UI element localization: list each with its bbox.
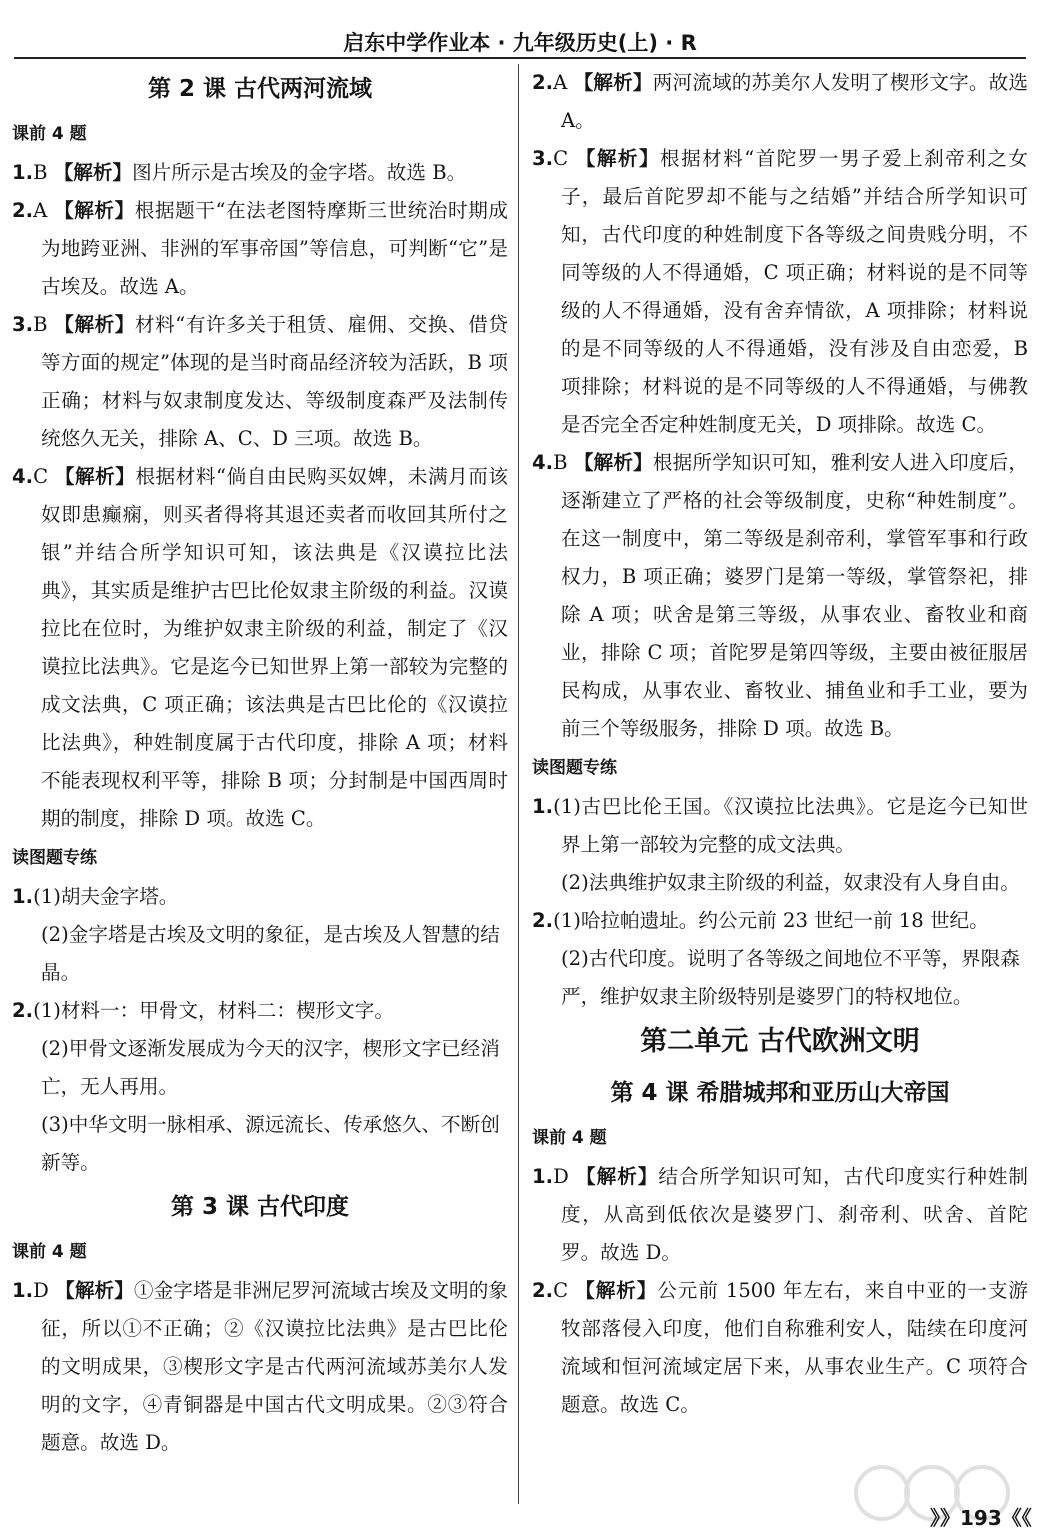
answer-item: 1.D 【解析】①金字塔是非洲尼罗河流域古埃及文明的象征，所以①不正确；②《汉谟拉比法典》是古巴比伦的文明成果，③楔形文字是古代两河流域苏美尔人发明的文字，④青铜器是中国古代文明成果。②③符合题意。故选 D。 [12, 1279, 509, 1454]
running-header: 启东中学作业本 · 九年级历史(上) · R [343, 31, 697, 55]
answer-item: 2.A 【解析】根据题干“在法老图特摩斯三世统治时期成为地跨亚洲、非洲的军事帝国”等信息，可判断“它”是古埃及。故选 A。 [12, 199, 509, 298]
right-column [532, 64, 1028, 1424]
pre-class-heading: 课前 4 题 [12, 124, 87, 144]
answer-item: 1.B 【解析】图片所示是古埃及的金字塔。故选 B。 [12, 161, 467, 184]
reading-answer-line: (2)甲骨文逐渐发展成为今天的汉字，楔形文字已经消亡，无人再用。 [41, 1037, 500, 1098]
answer-item: 3.C 【解析】根据材料“首陀罗一男子爱上刹帝利之女子，最后首陀罗却不能与之结婚”并结合所学知识可知，古代印度的种姓制度下各等级之间贵贱分明，不同等级的人不得通婚，C 项正确；材料说的是不同等级的人不得通婚，没有舍弃情欲，A 项排除；材料说的是不同等级的人不得通婚，没有涉及自由恋爱，B 项排除；材料说的是不同等级的人不得通婚，与佛教是否完全否定种姓制度无关，D 项排除。故选 C。 [532, 147, 1028, 436]
page-number: 》》193《《 [930, 1506, 1032, 1530]
answer-item: 2.A 【解析】两河流域的苏美尔人发明了楔形文字。故选 A。 [532, 71, 1029, 132]
pre-class-heading: 课前 4 题 [12, 1242, 87, 1262]
lesson-2-title: 第 2 课 古代两河流域 [147, 76, 373, 102]
lesson-4-title: 第 4 课 希腊城邦和亚历山大帝国 [610, 1080, 950, 1106]
column-divider [518, 64, 519, 1504]
reading-answer-line: (2)古代印度。说明了各等级之间地位不平等，界限森严，维护奴隶主阶级特别是婆罗门的特权地位。 [561, 947, 1020, 1008]
answer-item: 4.C 【解析】根据材料“倘自由民购买奴婢，未满月而该奴即患癫痫，则买者得将其退还卖者而收回其所付之银”并结合所学知识可知，该法典是《汉谟拉比法典》，其实质是维护古巴比伦奴隶主阶级的利益。汉谟拉比在位时，为维护奴隶主阶级的利益，制定了《汉谟拉比法典》。它是迄今已知世界上第一部较为完整的成文法典，C 项正确；该法典是古巴比伦的《汉谟拉比法典》，种姓制度属于古代印度，排除 A 项；材料不能表现权利平等，排除 B 项；分封制是中国西周时期的制度，排除 D 项。故选 C。 [12, 465, 508, 830]
unit-2-title: 第二单元 古代欧洲文明 [640, 1026, 920, 1057]
answer-item: 4.B 【解析】根据所学知识可知，雅利安人进入印度后，逐渐建立了严格的社会等级制度，史称“种姓制度”。在这一制度中，第二等级是刹帝利，掌管军事和行政权力，B 项正确；婆罗门是第一等级，掌管祭祀，排除 A 项；吠舍是第三等级，从事农业、畜牧业和商业，排除 C 项；首陀罗是第四等级，主要由被征服居民构成，从事农业、畜牧业、捕鱼业和手工业，要为前三个等级服务，排除 D 项。故选 B。 [532, 451, 1029, 740]
left-column [12, 64, 508, 1462]
reading-answer-line: (2)法典维护奴隶主阶级的利益，奴隶没有人身自由。 [561, 871, 1020, 894]
reading-answer: 1.(1)古巴比伦王国。《汉谟拉比法典》。它是迄今已知世界上第一部较为完整的成文法典。 [532, 795, 1028, 856]
reading-answer: 1.(1)胡夫金字塔。 [12, 885, 179, 908]
reading-answer-line: (2)金字塔是古埃及文明的象征，是古埃及人智慧的结晶。 [41, 923, 500, 984]
answer-item: 3.B 【解析】材料“有许多关于租赁、雇佣、交换、借贷等方面的规定”体现的是当时商品经济较为活跃，B 项正确；材料与奴隶制度发达、等级制度森严及法制传统悠久无关，排除 A、C、D 三项。故选 B。 [12, 313, 508, 450]
header-rule [14, 57, 1026, 59]
reading-heading: 读图题专练 [532, 758, 617, 778]
reading-answer: 2.(1)哈拉帕遗址。约公元前 23 世纪一前 18 世纪。 [532, 909, 989, 932]
answer-item: 2.C 【解析】公元前 1500 年左右，来自中亚的一支游牧部落侵入印度，他们自称雅利安人，陆续在印度河流域和恒河流域定居下来，从事农业生产。C 项符合题意。故选 C。 [532, 1279, 1028, 1416]
lesson-3-title: 第 3 课 古代印度 [170, 1194, 350, 1220]
reading-heading: 读图题专练 [12, 848, 97, 868]
answer-item: 1.D 【解析】结合所学知识可知，古代印度实行种姓制度，从高到低依次是婆罗门、刹帝利、吠舍、首陀罗。故选 D。 [532, 1165, 1029, 1264]
reading-answer-line: (3)中华文明一脉相承、源远流长、传承悠久、不断创新等。 [41, 1113, 500, 1174]
pre-class-heading: 课前 4 题 [532, 1128, 607, 1148]
reading-answer: 2.(1)材料一：甲骨文，材料二：楔形文字。 [12, 999, 394, 1022]
